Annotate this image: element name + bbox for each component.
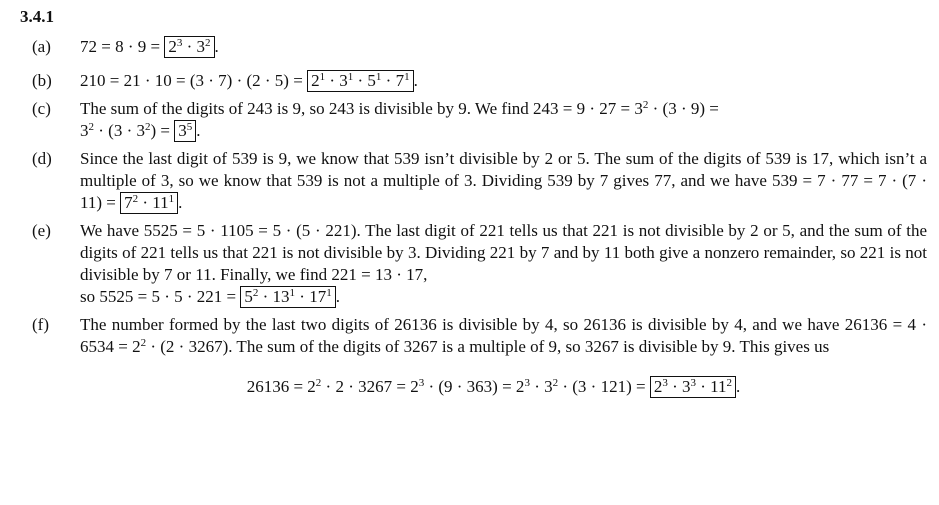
item-b-body [80,70,927,92]
item-d [32,148,927,214]
item-d-label: (d) [32,149,52,168]
item-e-last-line [80,286,927,308]
item-e-text: We have 5525 = 5 · 1105 = 5 · (5 · 221). The last digit of 221 tells us that 221 is not divisible by 2 or 5, and the sum of the digits of 221 tells us that 221 is not divisible by 3. Dividing 221 by 7 and by 11 both give a nonzero remainder, so 221 is not divisible by 7 or 11. Finally, we find 221 = 13 · 17, [80,221,927,284]
item-e [32,220,927,308]
item-b-answer-box: $2^1 \cdot 3^1 \cdot 5^1 \cdot 7^1$ [307,70,414,92]
item-a [32,36,927,58]
item-d-answer-box: $7^2 \cdot 11^1$ [120,192,178,214]
item-e-label: (e) [32,221,51,240]
item-f-tail: . [736,377,741,396]
item-e-body [80,220,927,308]
item-f-equation-text: $26136 = 2^2 \cdot 2 \cdot 3267 = 2^3 \cdot (9 \cdot 363) = 2^3 \cdot 3^2 \cdot (3 \cdot 121)$ = [246,377,646,396]
item-f-text: The number formed by the last two digits of 26136 is divisible by 4, so 26136 is divisible by 4, and we have $26136 = 4 \cdot 6534 = 2^2 \cdot (2 \cdot 3267)$. The sum of the digits of 3267 is a multiple of 9, so 3267 is divisible by 9. This gives us [80,315,927,356]
item-c-answer-box: $3^5$ [174,120,196,142]
item-b-label: (b) [32,71,52,90]
item-f-body [80,314,927,358]
item-a-body [80,36,927,58]
item-c-tail: . [196,121,201,140]
item-f-label: (f) [32,315,49,334]
item-c-line1: The sum of the digits of 243 is 9, so 243 is divisible by 9. We find $243 = 9 \cdot 27 = 3^2 \cdot (3 \cdot 9)$ = [80,99,719,118]
item-c-line2 [80,120,927,142]
item-f-answer-box: $2^3 \cdot 3^3 \cdot 11^2$ [650,376,736,398]
item-b-tail: . [413,71,418,90]
item-c-body [80,98,927,142]
item-c [32,98,927,142]
item-a-answer-box: $2^3 \cdot 3^2$ [164,36,214,58]
item-e-last-text: so 5525 = 5 · 5 · 221 = [80,287,237,306]
item-a-text: 72 = 8 · 9 = [80,37,161,56]
item-d-text: Since the last digit of 539 is 9, we know that 539 isn’t divisible by 2 or 5. The sum of the digits of 539 is 17, which isn’t a multiple of 3, so we know that 539 is not a multiple of 3. Dividing 539 by 7 gives 77, and we have 539 = 7 · 77 = 7 · (7 · 11) = [80,149,927,212]
item-e-answer-box: $5^2 \cdot 13^1 \cdot 17^1$ [240,286,335,308]
item-a-label: (a) [32,37,51,56]
item-c-label: (c) [32,99,51,118]
section-title: 3.4.1 [20,7,54,26]
item-b [32,70,927,92]
item-e-tail: . [335,287,340,306]
item-d-tail: . [178,193,183,212]
item-b-text: 210 = 21 · 10 = (3 · 7) · (2 · 5) = [80,71,303,90]
item-d-body [80,148,927,214]
item-c-line2-text: $3^2 \cdot (3 \cdot 3^2)$ = [80,121,170,140]
item-a-tail: . [214,37,219,56]
item-f-display-equation [60,376,927,398]
item-f [32,314,927,358]
